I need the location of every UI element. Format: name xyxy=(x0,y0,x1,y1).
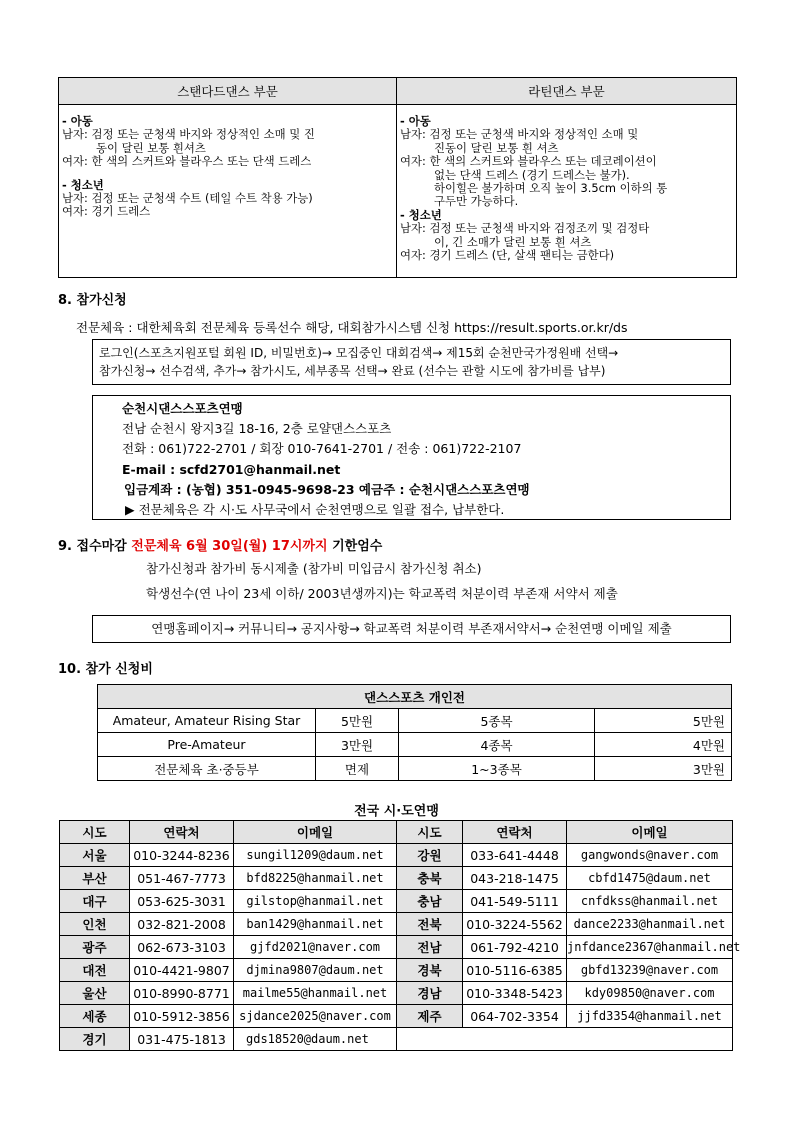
association-email: mailme55@hanmail.net xyxy=(234,982,397,1005)
fee-division: Amateur, Amateur Rising Star xyxy=(98,709,316,733)
association-region: 제주 xyxy=(397,1005,463,1028)
fee-amount-2: 5만원 xyxy=(595,709,732,733)
association-contact: 010-5116-6385 xyxy=(463,959,567,982)
association-email: jjfd3354@hanmail.net xyxy=(567,1005,733,1028)
section-8-intro: 전문체육 : 대한체육회 전문체육 등록선수 해당, 대회참가시스템 신청 https://result.sports.or.kr/ds xyxy=(76,320,628,335)
association-contact: 032-821-2008 xyxy=(130,913,234,936)
association-region: 대전 xyxy=(60,959,130,982)
standard-child-male: 남자: 검정 또는 군청색 바지와 정상적인 소매 및 진 xyxy=(62,127,315,142)
association-email: gangwonds@naver.com xyxy=(567,844,733,867)
association-contact: 061-792-4210 xyxy=(463,936,567,959)
col-contact: 연락처 xyxy=(130,821,234,844)
org-note: ▶ 전문체육은 각 시·도 사무국에서 순천연맹으로 일괄 접수, 납부한다. xyxy=(125,502,505,518)
association-row xyxy=(60,913,733,936)
association-region: 세종 xyxy=(60,1005,130,1028)
org-account: 입금계좌 : (농협) 351-0945-9698-23 예금주 : 순천시댄스스포츠연맹 xyxy=(124,481,530,497)
latin-child-female-cont: 없는 단색 드레스 (경기 드레스는 불가). xyxy=(434,167,630,182)
association-row xyxy=(60,890,733,913)
association-row xyxy=(60,1028,733,1051)
org-address: 전남 순천시 왕지3길 18-16, 2층 로얄댄스스포츠 xyxy=(122,421,392,437)
fee-amount: 3만원 xyxy=(316,733,399,757)
fee-amount-2: 3만원 xyxy=(595,757,732,781)
association-row xyxy=(60,1005,733,1028)
section-9-title xyxy=(58,535,382,554)
fee-row xyxy=(98,733,732,757)
association-region: 전남 xyxy=(397,936,463,959)
latin-child-male-cont: 진동이 달린 보통 흰 셔츠 xyxy=(434,140,559,155)
association-region: 경북 xyxy=(397,959,463,982)
col-email-2: 이메일 xyxy=(567,821,733,844)
deadline-text: 전문체육 6월 30일(월) 17시까지 xyxy=(131,539,328,554)
association-contact: 010-4421-9807 xyxy=(130,959,234,982)
association-email: gjfd2021@naver.com xyxy=(234,936,397,959)
association-email: gbfd13239@naver.com xyxy=(567,959,733,982)
association-contact: 010-3348-5423 xyxy=(463,982,567,1005)
association-region: 경기 xyxy=(60,1028,130,1051)
latin-child-title: - 아동 xyxy=(400,114,431,128)
association-contact: 041-549-5111 xyxy=(463,890,567,913)
association-contact: 031-475-1813 xyxy=(130,1028,234,1051)
standard-child-male-cont: 동이 달린 보통 흰셔츠 xyxy=(96,140,206,155)
col-email: 이메일 xyxy=(234,821,397,844)
latin-youth-male: 남자: 검정 또는 군청색 바지와 검정조끼 및 검정타 xyxy=(400,221,650,236)
association-contact: 010-3244-8236 xyxy=(130,844,234,867)
application-steps-line1: 로그인(스포츠지원포털 회원 ID, 비밀번호)→ 모집중인 대회검색→ 제15회 순천만국가정원배 선택→ xyxy=(99,346,619,360)
association-row xyxy=(60,867,733,890)
association-row xyxy=(60,982,733,1005)
association-email: bfd8225@hanmail.net xyxy=(234,867,397,890)
standard-youth-female: 여자: 경기 드레스 xyxy=(62,204,151,219)
fee-amount: 5만원 xyxy=(316,709,399,733)
section-9-line1: 참가신청과 참가비 동시제출 (참가비 미입금시 참가신청 취소) xyxy=(146,561,482,576)
fee-division: Pre-Amateur xyxy=(98,733,316,757)
association-region: 부산 xyxy=(60,867,130,890)
association-region: 경남 xyxy=(397,982,463,1005)
section-9-line2: 학생선수(연 나이 23세 이하/ 2003년생까지)는 학교폭력 처분이력 부존재 서약서 제출 xyxy=(146,586,618,601)
fee-events: 1~3종목 xyxy=(399,757,595,781)
association-region: 전북 xyxy=(397,913,463,936)
association-region: 충남 xyxy=(397,890,463,913)
association-email: ban1429@hanmail.net xyxy=(234,913,397,936)
col-contact-2: 연락처 xyxy=(463,821,567,844)
org-email: E-mail : scfd2701@hanmail.net xyxy=(122,461,341,477)
association-contact: 010-5912-3856 xyxy=(130,1005,234,1028)
latin-header: 라틴댄스 부문 xyxy=(397,78,737,105)
dress-code-table xyxy=(58,77,737,278)
pledge-path: 연맹홈페이지→ 커뮤니티→ 공지사항→ 학교폭력 처분이력 부존재서약서→ 순천연맹 이메일 제출 xyxy=(151,621,672,636)
pledge-path-box xyxy=(92,615,731,643)
section-9-suffix: 기한엄수 xyxy=(327,539,383,554)
association-contact: 043-218-1475 xyxy=(463,867,567,890)
associations-title: 전국 시·도연맹 xyxy=(354,804,439,819)
association-email: cbfd1475@daum.net xyxy=(567,867,733,890)
latin-child-female: 여자: 한 색의 스커트와 블라우스 또는 데코레이션이 xyxy=(400,154,657,169)
association-contact: 010-8990-8771 xyxy=(130,982,234,1005)
latin-cell xyxy=(397,105,737,278)
latin-child-male: 남자: 검정 또는 군청색 바지와 정상적인 소매 및 xyxy=(400,127,639,142)
association-email: kdy09850@naver.com xyxy=(567,982,733,1005)
association-contact: 064-702-3354 xyxy=(463,1005,567,1028)
standard-child-title: - 아동 xyxy=(62,114,93,128)
association-row xyxy=(60,936,733,959)
association-region: 충북 xyxy=(397,867,463,890)
latin-youth-male-cont: 이, 긴 소매가 달린 보통 흰 셔츠 xyxy=(434,234,592,249)
latin-youth-title: - 청소년 xyxy=(400,207,442,222)
association-row xyxy=(60,959,733,982)
standard-youth-male: 남자: 검정 또는 군청색 수트 (테일 수트 착용 가능) xyxy=(62,191,313,206)
org-phones: 전화 : 061)722-2701 / 회장 010-7641-2701 / 전송 : 061)722-2107 xyxy=(122,441,522,457)
fee-events: 5종목 xyxy=(399,709,595,733)
association-email: jnfdance2367@hanmail.net xyxy=(567,936,733,959)
section-10-title: 10. 참가 신청비 xyxy=(58,662,153,677)
section-9-prefix: 9. 접수마감 xyxy=(58,539,132,554)
application-steps-box xyxy=(92,339,731,385)
association-region: 인천 xyxy=(60,913,130,936)
association-email: gds18520@daum.net xyxy=(234,1028,397,1051)
association-email: sjdance2025@naver.com xyxy=(234,1005,397,1028)
fee-row xyxy=(98,757,732,781)
association-info-box xyxy=(92,395,731,520)
fee-amount: 면제 xyxy=(316,757,399,781)
latin-youth-female: 여자: 경기 드레스 (단, 살색 팬티는 금한다) xyxy=(400,248,615,263)
standard-youth-title: - 청소년 xyxy=(62,177,104,192)
association-region: 대구 xyxy=(60,890,130,913)
associations-table xyxy=(59,820,741,1051)
association-email: sungil1209@daum.net xyxy=(234,844,397,867)
standard-child-female: 여자: 한 색의 스커트와 블라우스 또는 단색 드레스 xyxy=(62,154,312,169)
application-steps-line2: 참가신청→ 선수검색, 추가→ 참가시도, 세부종목 선택→ 완료 (선수는 관할 시도에 참가비를 납부) xyxy=(99,364,606,378)
latin-child-heel: 하이힐은 불가하며 오직 높이 3.5cm 이하의 통 xyxy=(434,181,668,196)
fee-amount-2: 4만원 xyxy=(595,733,732,757)
fee-table xyxy=(97,684,732,781)
fee-events: 4종목 xyxy=(399,733,595,757)
col-region: 시도 xyxy=(60,821,130,844)
fee-row xyxy=(98,709,732,733)
fee-table-title: 댄스스포츠 개인전 xyxy=(98,685,732,709)
standard-cell xyxy=(59,105,397,278)
association-contact: 010-3224-5562 xyxy=(463,913,567,936)
section-8-title: 8. 참가신청 xyxy=(58,293,127,308)
association-email: djmina9807@daum.net xyxy=(234,959,397,982)
association-region: 서울 xyxy=(60,844,130,867)
association-contact: 062-673-3103 xyxy=(130,936,234,959)
association-region: 강원 xyxy=(397,844,463,867)
col-region-2: 시도 xyxy=(397,821,463,844)
association-region: 광주 xyxy=(60,936,130,959)
association-email: gilstop@hanmail.net xyxy=(234,890,397,913)
latin-child-heel-cont: 구두만 가능하다. xyxy=(434,194,519,209)
association-email: cnfdkss@hanmail.net xyxy=(567,890,733,913)
association-email: dance2233@hanmail.net xyxy=(567,913,733,936)
org-name: 순천시댄스스포츠연맹 xyxy=(122,401,243,416)
association-contact: 033-641-4448 xyxy=(463,844,567,867)
association-contact: 051-467-7773 xyxy=(130,867,234,890)
association-region: 울산 xyxy=(60,982,130,1005)
empty-cell xyxy=(397,1028,733,1051)
association-row xyxy=(60,844,733,867)
association-contact: 053-625-3031 xyxy=(130,890,234,913)
standard-header: 스탠다드댄스 부문 xyxy=(59,78,397,105)
fee-division: 전문체육 초·중등부 xyxy=(98,757,316,781)
